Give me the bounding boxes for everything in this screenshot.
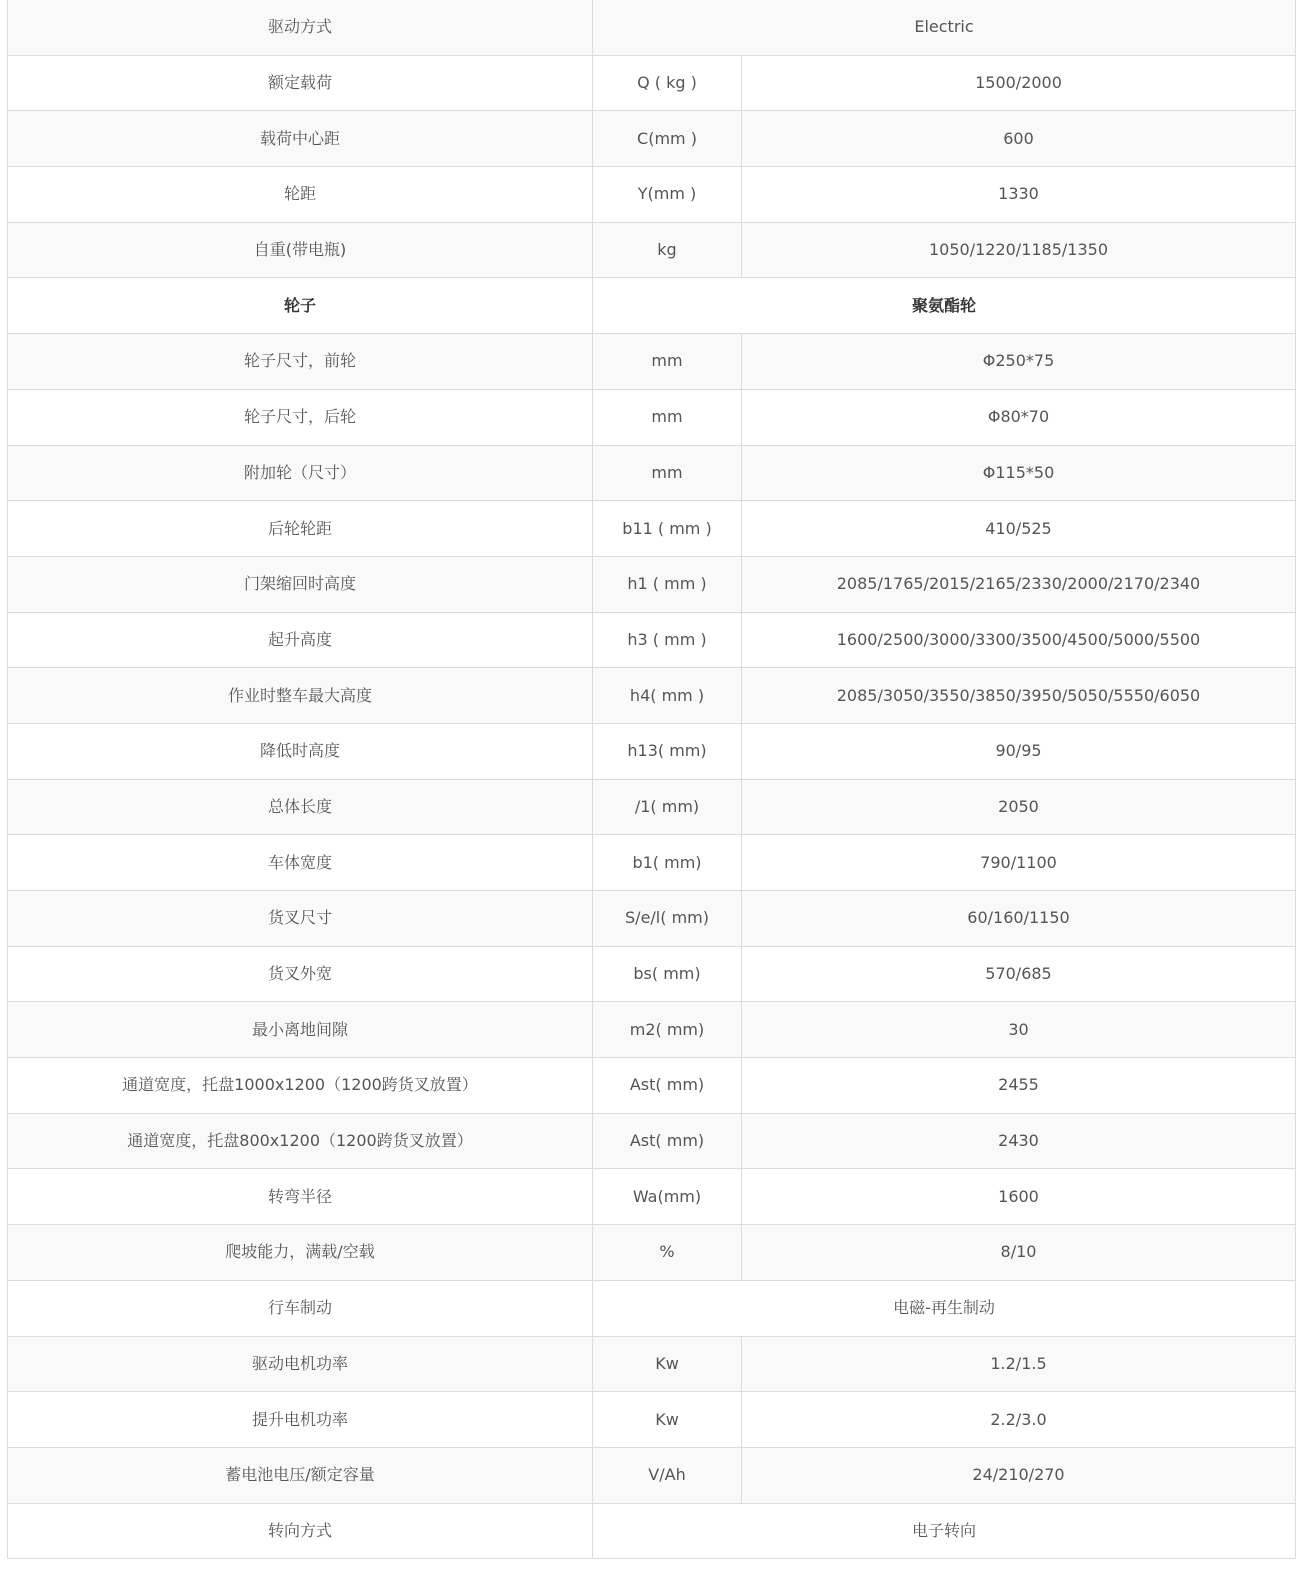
spec-unit-cell: h3 ( mm ) (593, 612, 742, 668)
table-row (8, 612, 1296, 668)
spec-unit-cell: Kw (593, 1336, 742, 1392)
spec-name-cell: 后轮轮距 (8, 501, 593, 557)
spec-value-cell: 30 (742, 1002, 1296, 1058)
spec-name-cell: 货叉外宽 (8, 946, 593, 1002)
spec-value-cell: 1600 (742, 1169, 1296, 1225)
spec-name-cell: 提升电机功率 (8, 1392, 593, 1448)
spec-unit-cell: mm (593, 445, 742, 501)
spec-value-cell: 2.2/3.0 (742, 1392, 1296, 1448)
spec-unit-cell: mm (593, 334, 742, 390)
spec-name-cell: 轮子 (8, 278, 593, 334)
spec-name-cell: 转向方式 (8, 1503, 593, 1559)
table-row (8, 1280, 1296, 1336)
spec-value-cell: 1600/2500/3000/3300/3500/4500/5000/5500 (742, 612, 1296, 668)
spec-name-cell: 轮子尺寸，前轮 (8, 334, 593, 390)
spec-unit-cell: Kw (593, 1392, 742, 1448)
table-row (8, 779, 1296, 835)
spec-name-cell: 行车制动 (8, 1280, 593, 1336)
spec-value-cell: 2085/3050/3550/3850/3950/5050/5550/6050 (742, 668, 1296, 724)
spec-unit-cell: Q ( kg ) (593, 55, 742, 111)
spec-name-cell: 爬坡能力，满载/空载 (8, 1225, 593, 1281)
table-row (8, 1002, 1296, 1058)
spec-name-cell: 额定载荷 (8, 55, 593, 111)
spec-unit-cell: Ast( mm) (593, 1058, 742, 1114)
spec-name-cell: 轮子尺寸，后轮 (8, 389, 593, 445)
spec-value-cell: 8/10 (742, 1225, 1296, 1281)
table-row (8, 111, 1296, 167)
table-row (8, 1113, 1296, 1169)
spec-name-cell: 降低时高度 (8, 723, 593, 779)
spec-name-cell: 载荷中心距 (8, 111, 593, 167)
spec-value-cell: 1050/1220/1185/1350 (742, 222, 1296, 278)
table-row (8, 556, 1296, 612)
spec-value-cell: 790/1100 (742, 835, 1296, 891)
spec-name-cell: 车体宽度 (8, 835, 593, 891)
table-row (8, 1058, 1296, 1114)
spec-name-cell: 蓄电池电压/额定容量 (8, 1447, 593, 1503)
table-row (8, 389, 1296, 445)
spec-name-cell: 附加轮（尺寸） (8, 445, 593, 501)
spec-unit-cell: /1( mm) (593, 779, 742, 835)
spec-unit-cell: kg (593, 222, 742, 278)
spec-value-cell: 90/95 (742, 723, 1296, 779)
spec-unit-cell: h1 ( mm ) (593, 556, 742, 612)
spec-unit-cell: bs( mm) (593, 946, 742, 1002)
table-row (8, 501, 1296, 557)
spec-name-cell: 起升高度 (8, 612, 593, 668)
spec-name-cell: 自重(带电瓶) (8, 222, 593, 278)
spec-value-cell: 2430 (742, 1113, 1296, 1169)
table-row (8, 723, 1296, 779)
table-row (8, 278, 1296, 334)
table-row (8, 445, 1296, 501)
spec-unit-cell: h4( mm ) (593, 668, 742, 724)
table-row (8, 668, 1296, 724)
spec-unit-cell: b1( mm) (593, 835, 742, 891)
table-row (8, 167, 1296, 223)
spec-value-cell: 1330 (742, 167, 1296, 223)
spec-name-cell: 轮距 (8, 167, 593, 223)
spec-unit-cell: Wa(mm) (593, 1169, 742, 1225)
spec-name-cell: 通道宽度，托盘800x1200（1200跨货叉放置） (8, 1113, 593, 1169)
spec-value-cell: Φ250*75 (742, 334, 1296, 390)
spec-value-cell: 2085/1765/2015/2165/2330/2000/2170/2340 (742, 556, 1296, 612)
table-row (8, 0, 1296, 55)
spec-unit-cell: Ast( mm) (593, 1113, 742, 1169)
table-row (8, 1392, 1296, 1448)
spec-name-cell: 门架缩回时高度 (8, 556, 593, 612)
table-row (8, 1503, 1296, 1559)
spec-unit-cell: % (593, 1225, 742, 1281)
table-row (8, 835, 1296, 891)
spec-value-cell: 60/160/1150 (742, 891, 1296, 947)
spec-name-cell: 总体长度 (8, 779, 593, 835)
spec-name-cell: 驱动方式 (8, 0, 593, 55)
spec-table (7, 0, 1296, 1559)
spec-value-cell: 电磁-再生制动 (593, 1280, 1296, 1336)
spec-table-body (8, 0, 1296, 1559)
table-row (8, 1447, 1296, 1503)
table-row (8, 55, 1296, 111)
spec-unit-cell: m2( mm) (593, 1002, 742, 1058)
spec-value-cell: Φ80*70 (742, 389, 1296, 445)
table-row (8, 1225, 1296, 1281)
spec-value-cell: 1500/2000 (742, 55, 1296, 111)
spec-name-cell: 驱动电机功率 (8, 1336, 593, 1392)
spec-unit-cell: Y(mm ) (593, 167, 742, 223)
spec-value-cell: 600 (742, 111, 1296, 167)
spec-name-cell: 转弯半径 (8, 1169, 593, 1225)
spec-unit-cell: C(mm ) (593, 111, 742, 167)
spec-unit-cell: h13( mm) (593, 723, 742, 779)
spec-unit-cell: mm (593, 389, 742, 445)
spec-value-cell: 410/525 (742, 501, 1296, 557)
spec-value-cell: 2455 (742, 1058, 1296, 1114)
spec-value-cell: 电子转向 (593, 1503, 1296, 1559)
spec-value-cell: Electric (593, 0, 1296, 55)
spec-value-cell: 1.2/1.5 (742, 1336, 1296, 1392)
spec-name-cell: 最小离地间隙 (8, 1002, 593, 1058)
table-row (8, 1336, 1296, 1392)
table-row (8, 946, 1296, 1002)
spec-value-cell: 2050 (742, 779, 1296, 835)
spec-name-cell: 货叉尺寸 (8, 891, 593, 947)
spec-unit-cell: S/e/l( mm) (593, 891, 742, 947)
table-row (8, 1169, 1296, 1225)
table-row (8, 334, 1296, 390)
spec-value-cell: Φ115*50 (742, 445, 1296, 501)
spec-unit-cell: V/Ah (593, 1447, 742, 1503)
spec-unit-cell: b11 ( mm ) (593, 501, 742, 557)
table-row (8, 222, 1296, 278)
table-row (8, 891, 1296, 947)
spec-value-cell: 聚氨酯轮 (593, 278, 1296, 334)
spec-name-cell: 通道宽度，托盘1000x1200（1200跨货叉放置） (8, 1058, 593, 1114)
spec-value-cell: 24/210/270 (742, 1447, 1296, 1503)
spec-name-cell: 作业时整车最大高度 (8, 668, 593, 724)
spec-value-cell: 570/685 (742, 946, 1296, 1002)
